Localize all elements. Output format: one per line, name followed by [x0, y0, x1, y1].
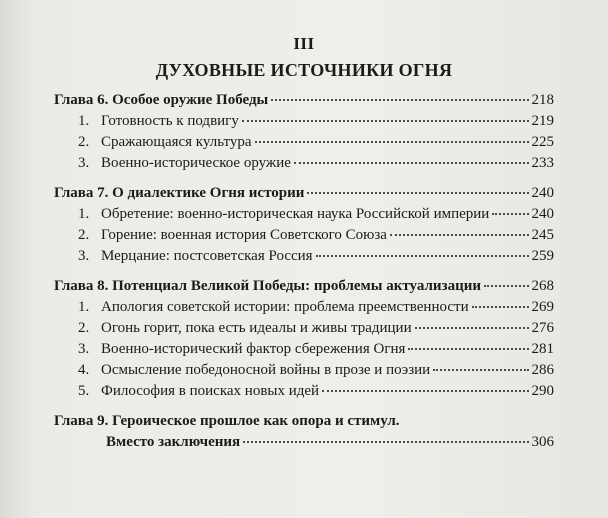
chapter-title-continued: Вместо заключения [106, 434, 241, 450]
page-number: 245 [531, 227, 554, 243]
dot-leader [484, 284, 529, 287]
dot-leader [472, 305, 529, 308]
spacer [54, 404, 554, 413]
item-number: 3. [78, 248, 90, 264]
page-number: 240 [531, 185, 554, 201]
dot-leader [408, 347, 528, 350]
page-number: 233 [531, 155, 554, 171]
page-number: 259 [531, 248, 554, 264]
toc-item [54, 113, 554, 134]
page-number: 219 [531, 113, 554, 129]
item-number: 2. [78, 320, 90, 336]
item-number: 1. [78, 299, 90, 315]
item-title: Огонь горит, пока есть идеалы и живы традиции [101, 320, 412, 336]
spacer [54, 269, 554, 278]
toc-chapter-9 [54, 413, 554, 434]
item-title: Сражающаяся культура [101, 134, 252, 150]
item-title: Горение: военная история Советского Союза [101, 227, 387, 243]
item-number: 1. [78, 113, 90, 129]
item-number: 2. [78, 134, 90, 150]
toc-chapter-9-continuation [54, 434, 554, 455]
toc-item [54, 383, 554, 404]
dot-leader [390, 233, 529, 236]
toc-item [54, 134, 554, 155]
chapter-title: Глава 6. Особое оружие Победы [54, 92, 269, 108]
page-number: 281 [531, 341, 554, 357]
item-title: Осмысление победоносной войны в прозе и поэзии [101, 362, 431, 378]
toc-item [54, 299, 554, 320]
item-title: Мерцание: постсоветская Россия [101, 248, 313, 264]
page-number: 225 [531, 134, 554, 150]
item-title: Военно-историческое оружие [101, 155, 291, 171]
dot-leader [307, 191, 528, 194]
dot-leader [433, 368, 528, 371]
page-number: 218 [531, 92, 554, 108]
item-number: 1. [78, 206, 90, 222]
page-number: 240 [531, 206, 554, 222]
page-number: 269 [531, 299, 554, 315]
dot-leader [322, 389, 528, 392]
item-number: 3. [78, 341, 90, 357]
toc-chapter-6 [54, 92, 554, 113]
chapter-title: Глава 8. Потенциал Великой Победы: проблемы актуализации [54, 278, 481, 294]
dot-leader [492, 212, 528, 215]
item-title: Философия в поисках новых идей [101, 383, 320, 399]
toc-item [54, 320, 554, 341]
dot-leader [294, 161, 529, 164]
item-title: Готовность к подвигу [101, 113, 239, 129]
item-title: Апология советской истории: проблема преемственности [101, 299, 469, 315]
dot-leader [255, 140, 529, 143]
item-number: 4. [78, 362, 90, 378]
dot-leader [243, 440, 528, 443]
dot-leader [415, 326, 529, 329]
item-title: Военно-исторический фактор сбережения Огня [101, 341, 406, 357]
toc-chapter-7 [54, 185, 554, 206]
part-title: ДУХОВНЫЕ ИСТОЧНИКИ ОГНЯ [155, 60, 453, 80]
chapter-title: Глава 9. Героическое прошлое как опора и стимул. [54, 413, 400, 429]
item-title: Обретение: военно-историческая наука Российской империи [101, 206, 490, 222]
spacer [54, 176, 554, 185]
page-number: 268 [531, 278, 554, 294]
item-number: 3. [78, 155, 90, 171]
chapter-title: Глава 7. О диалектике Огня истории [54, 185, 305, 201]
page-number: 286 [531, 362, 554, 378]
dot-leader [316, 254, 529, 257]
item-number: 5. [78, 383, 90, 399]
dot-leader [242, 119, 529, 122]
toc-item [54, 362, 554, 383]
toc-item [54, 155, 554, 176]
item-number: 2. [78, 227, 90, 243]
page-number: 306 [531, 434, 554, 450]
dot-leader [271, 98, 528, 101]
toc-item [54, 206, 554, 227]
toc-chapter-8 [54, 278, 554, 299]
toc-item [54, 227, 554, 248]
toc-item [54, 248, 554, 269]
page-number: 290 [531, 383, 554, 399]
table-of-contents [54, 92, 554, 455]
part-number: III [293, 34, 315, 53]
page-number: 276 [531, 320, 554, 336]
toc-item [54, 341, 554, 362]
